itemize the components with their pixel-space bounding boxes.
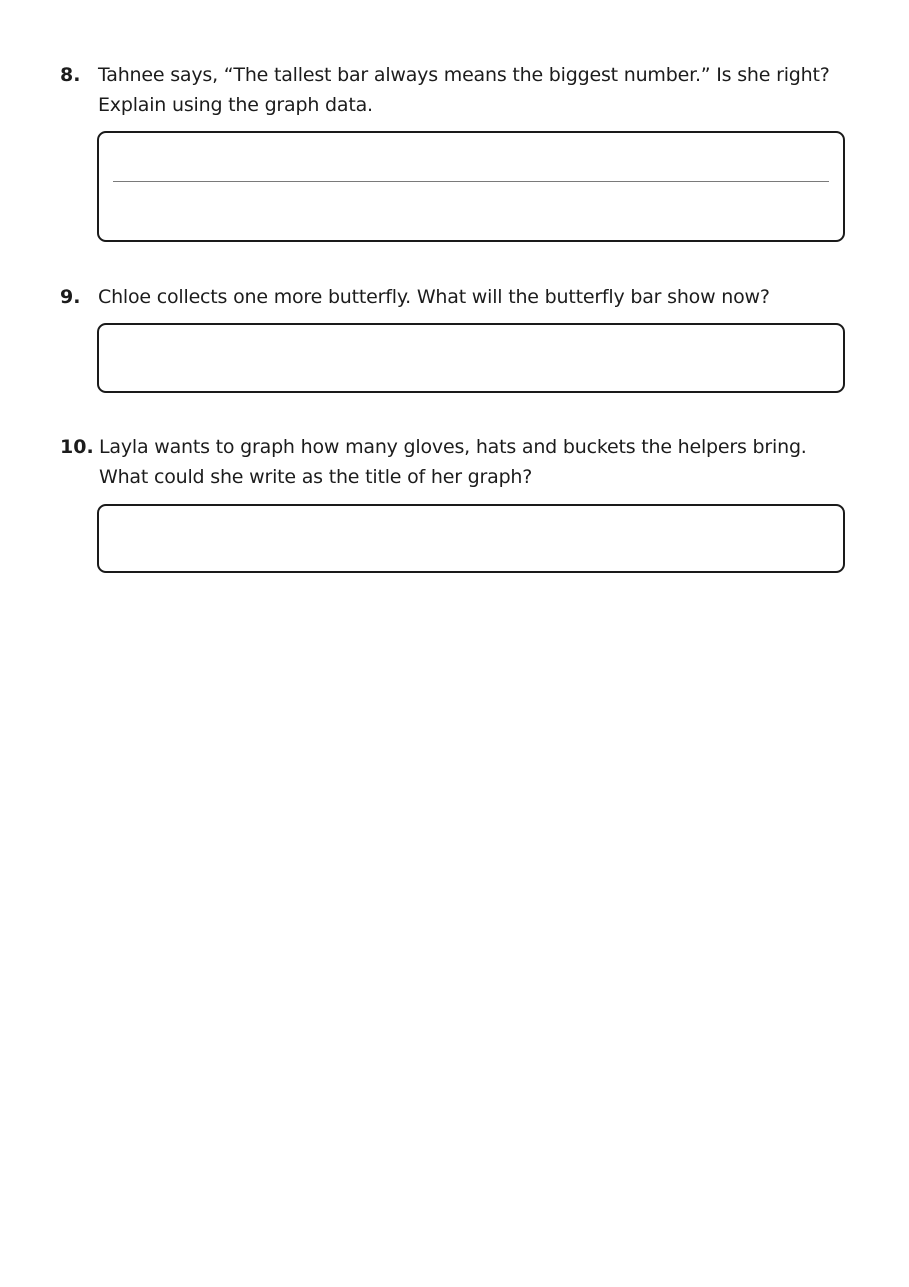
question-8-writing-line <box>113 181 829 182</box>
question-8-row <box>60 60 860 120</box>
question-9-text: Chloe collects one more butterfly. What will the butterfly bar show now? <box>98 286 770 308</box>
question-9 <box>60 282 860 312</box>
question-10-answer-box[interactable] <box>97 504 845 573</box>
question-9-row <box>60 282 860 312</box>
question-8-text: Tahnee says, “The tallest bar always means the biggest number.” Is she right? Explain using the graph data. <box>98 64 830 116</box>
question-10-row <box>60 432 860 492</box>
question-9-number: 9. <box>60 286 81 308</box>
question-10-text: Layla wants to graph how many gloves, hats and buckets the helpers bring. What could she write as the title of her graph? <box>99 436 807 488</box>
question-10-number: 10. <box>60 436 94 458</box>
question-10 <box>60 432 860 492</box>
question-9-answer-box[interactable] <box>97 323 845 393</box>
question-8-number: 8. <box>60 64 81 86</box>
question-8 <box>60 60 860 120</box>
question-8-answer-box[interactable] <box>97 131 845 242</box>
